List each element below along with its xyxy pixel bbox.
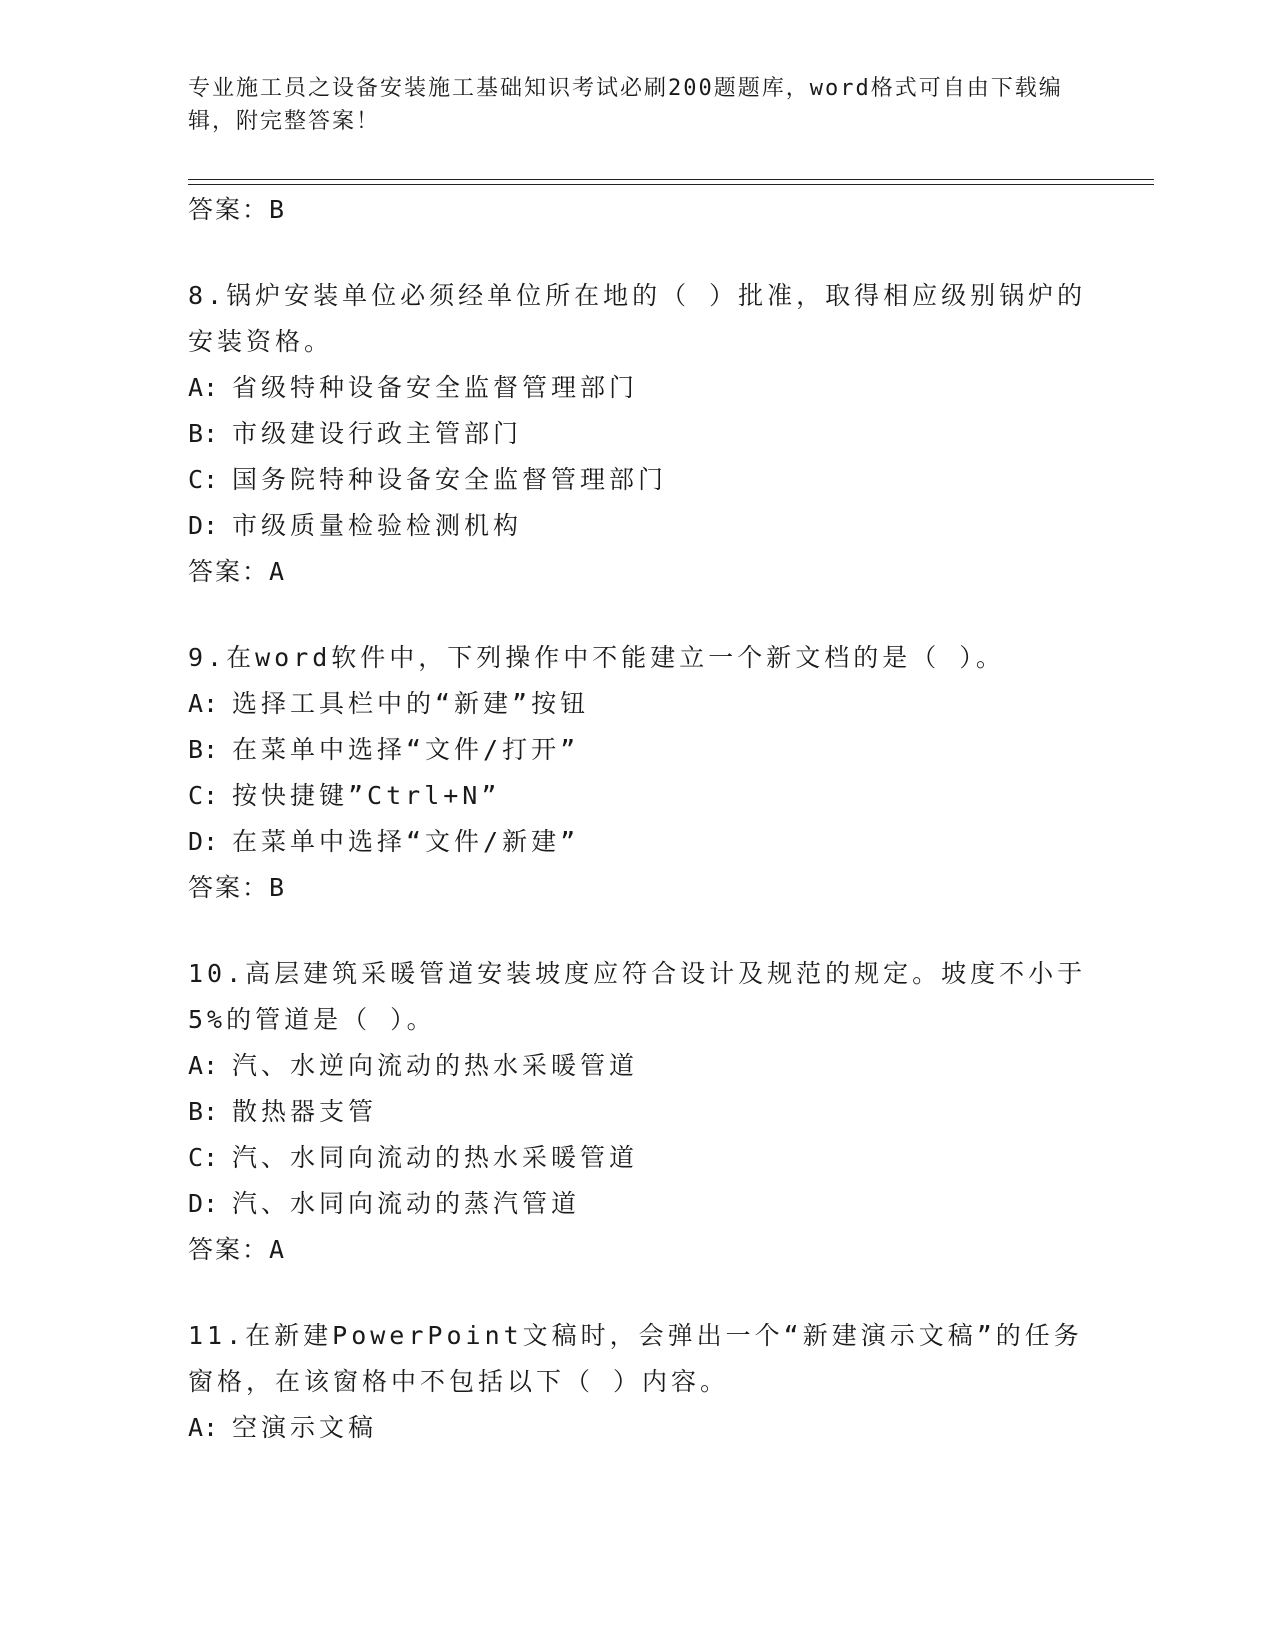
question-9 bbox=[188, 635, 1088, 911]
question-11 bbox=[188, 1313, 1088, 1451]
option-text: 市级建设行政主管部门 bbox=[232, 419, 523, 448]
option-d bbox=[188, 1181, 1088, 1227]
option-text: 在菜单中选择“文件/新建” bbox=[232, 827, 580, 856]
option-letter: D: bbox=[188, 511, 219, 540]
option-letter: A: bbox=[188, 373, 219, 402]
option-text: 散热器支管 bbox=[232, 1097, 378, 1126]
option-letter: A: bbox=[188, 689, 219, 718]
option-text: 市级质量检验检测机构 bbox=[232, 511, 523, 540]
option-text: 空演示文稿 bbox=[232, 1413, 378, 1442]
header-rule-bottom bbox=[188, 184, 1154, 185]
option-text: 在菜单中选择“文件/打开” bbox=[232, 735, 580, 764]
question-10 bbox=[188, 951, 1088, 1273]
option-letter: C: bbox=[188, 781, 219, 810]
option-d bbox=[188, 819, 1088, 865]
option-text: 省级特种设备安全监督管理部门 bbox=[232, 373, 639, 402]
option-b bbox=[188, 1089, 1088, 1135]
answer-line: 答案：A bbox=[188, 557, 287, 586]
question-stem: 9.在word软件中，下列操作中不能建立一个新文档的是（ ）。 bbox=[188, 643, 1005, 672]
option-text: 汽、水逆向流动的热水采暖管道 bbox=[232, 1051, 639, 1080]
question-stem: 11.在新建PowerPoint文稿时，会弹出一个“新建演示文稿”的任务窗格，在该窗格中不包括以下（ ）内容。 bbox=[188, 1321, 1083, 1396]
option-text: 汽、水同向流动的蒸汽管道 bbox=[232, 1189, 581, 1218]
answer-line: 答案：B bbox=[188, 873, 287, 902]
option-b bbox=[188, 411, 1088, 457]
question-list bbox=[188, 187, 1088, 1451]
option-letter: A: bbox=[188, 1413, 219, 1442]
option-b bbox=[188, 727, 1088, 773]
option-text: 国务院特种设备安全监督管理部门 bbox=[232, 465, 668, 494]
option-letter: B: bbox=[188, 1097, 219, 1126]
question-stem: 10.高层建筑采暖管道安装坡度应符合设计及规范的规定。坡度不小于5%的管道是（ ）。 bbox=[188, 959, 1087, 1034]
option-a bbox=[188, 1043, 1088, 1089]
option-text: 按快捷键”Ctrl+N” bbox=[232, 781, 501, 810]
option-c bbox=[188, 457, 1088, 503]
option-c bbox=[188, 1135, 1088, 1181]
option-c bbox=[188, 773, 1088, 819]
answer-line: 答案：B bbox=[188, 195, 287, 224]
option-letter: B: bbox=[188, 419, 219, 448]
option-letter: B: bbox=[188, 735, 219, 764]
option-letter: A: bbox=[188, 1051, 219, 1080]
option-text: 选择工具栏中的“新建”按钮 bbox=[232, 689, 590, 718]
option-a bbox=[188, 365, 1088, 411]
header-rule-top bbox=[188, 179, 1154, 180]
option-text: 汽、水同向流动的热水采暖管道 bbox=[232, 1143, 639, 1172]
option-letter: C: bbox=[188, 1143, 219, 1172]
document-header: 专业施工员之设备安装施工基础知识考试必刷200题题库，word格式可自由下载编辑，附完整答案！ bbox=[188, 76, 1063, 134]
answer-line: 答案：A bbox=[188, 1235, 287, 1264]
option-letter: C: bbox=[188, 465, 219, 494]
option-d bbox=[188, 503, 1088, 549]
question-8 bbox=[188, 273, 1088, 595]
option-letter: D: bbox=[188, 827, 219, 856]
option-a bbox=[188, 681, 1088, 727]
option-a bbox=[188, 1405, 1088, 1451]
question-stem: 8.锅炉安装单位必须经单位所在地的（ ）批准，取得相应级别锅炉的安装资格。 bbox=[188, 281, 1087, 356]
option-letter: D: bbox=[188, 1189, 219, 1218]
